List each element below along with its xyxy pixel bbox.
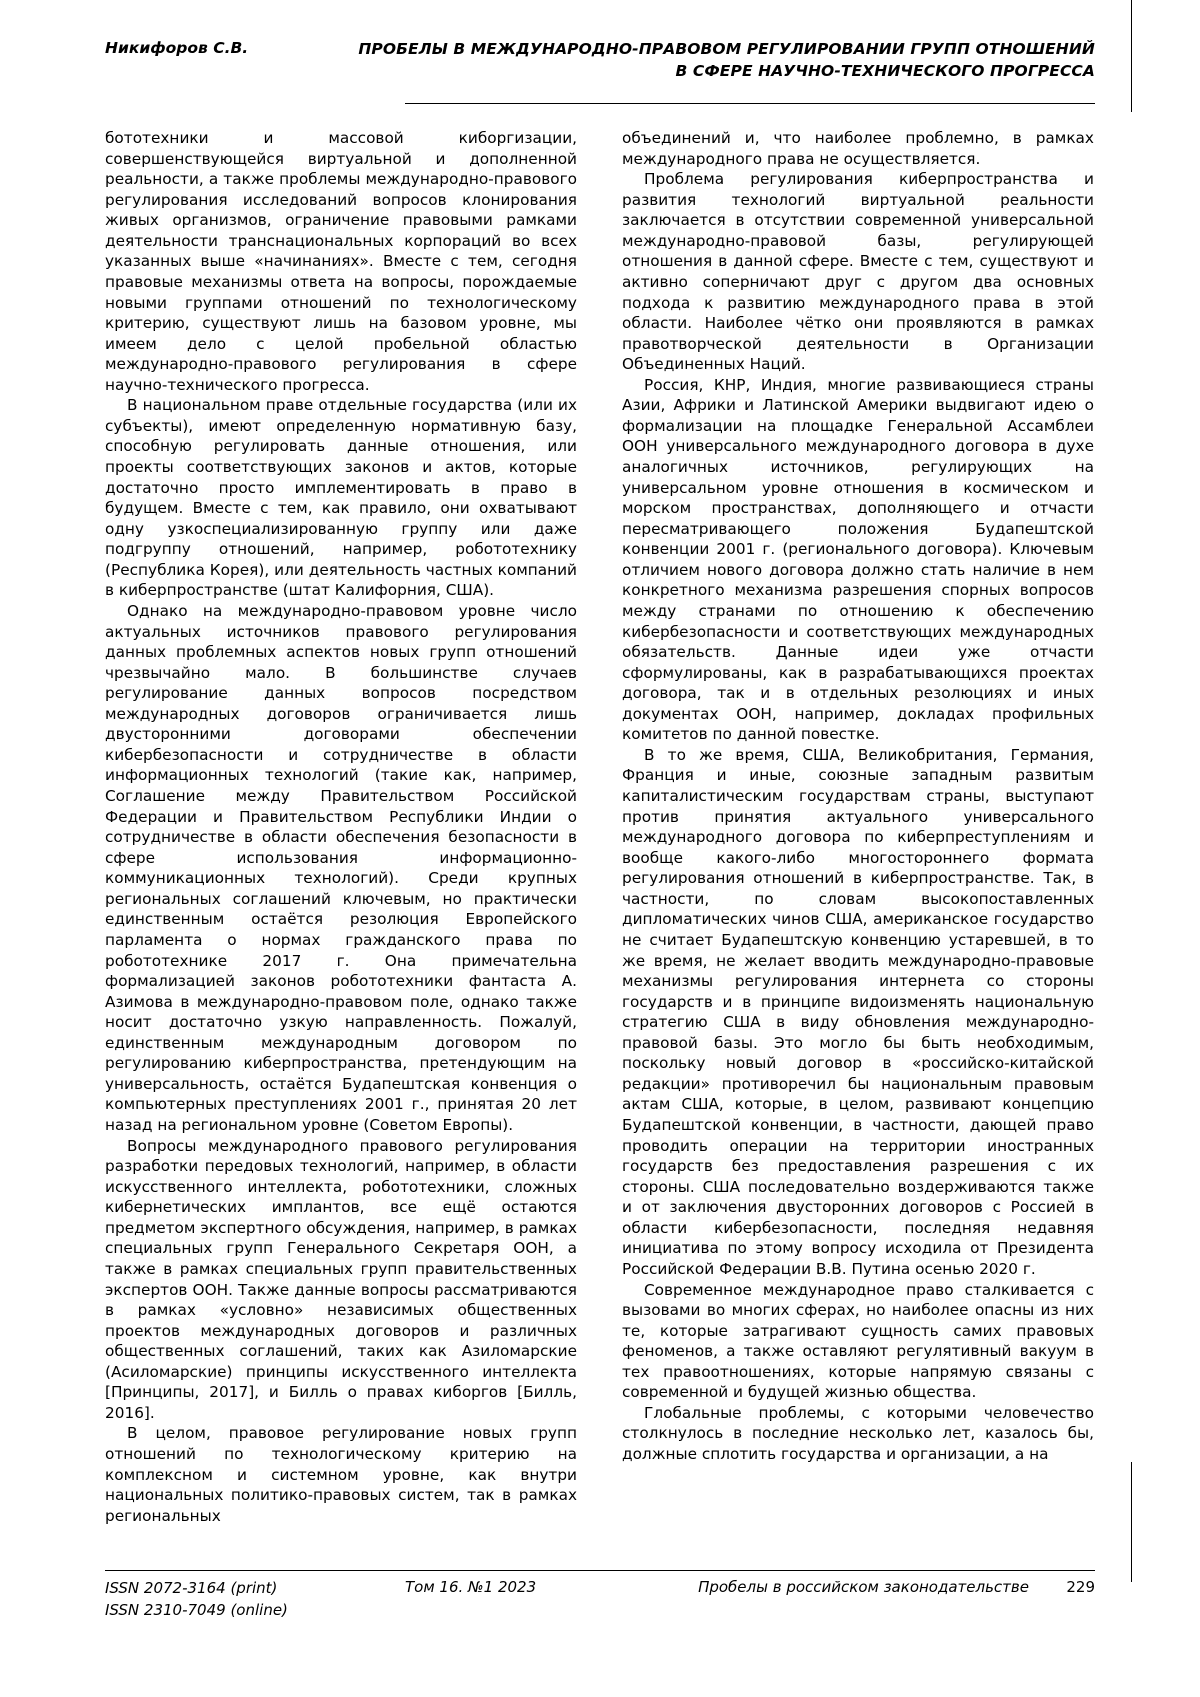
volume-issue: Том 16. №1 2023 (405, 1578, 537, 1596)
page-edge-rule-top (1131, 0, 1132, 112)
page-edge-rule-bottom (1131, 1462, 1132, 1582)
running-head-title-line1: ПРОБЕЛЫ В МЕЖДУНАРОДНО-ПРАВОВОМ РЕГУЛИРОВАНИИ ГРУПП ОТНОШЕНИЙ (358, 40, 1095, 58)
paragraph: Россия, КНР, Индия, многие развивающиеся страны Азии, Африки и Латинской Америки выдвигают идею о формализации на площадке Генеральной Ассамблеи ООН универсального международного договора в духе аналогичных источников, регулирующих на универсальном уровне отношения в космическом и морском пространствах, дополняющего и отчасти пересматривающего положения Будапештской конвенции 2001 г. (регионального договора). Ключевым отличием нового договора должно стать наличие в нем конкретного механизма разрешения спорных вопросов между странами по отношению к обеспечению кибербезопасности и соответствующих международных обязательств. Данные идеи уже отчасти сформулированы, как в разрабатывающихся проектах договора, так и в отдельных резолюциях и иных документах ООН, например, докладах профильных комитетов по данной повестке. (622, 375, 1094, 744)
paragraph: Глобальные проблемы, с которыми человечество столкнулось в последние несколько лет, казалось бы, должные сплотить государства и организации, а на (622, 1403, 1094, 1463)
body-columns (105, 128, 1095, 1526)
issn-block (105, 1578, 405, 1622)
column-right (622, 128, 1094, 1526)
paragraph: В национальном праве отдельные государства (или их субъекты), имеют определенную нормативную базу, способную регулировать данные отношения, или проекты соответствующих законов и актов, которые достаточно просто имплементировать в право в будущем. Вместе с тем, как правило, они охватывают одну узкоспециализированную группу или даже подгруппу отношений, например, робототехнику (Республика Корея), или деятельность частных компаний в киберпространстве (штат Калифорния, США). (105, 396, 577, 600)
footer-row (105, 1578, 1095, 1622)
paragraph: Вопросы международного правового регулирования разработки передовых технологий, например, в области искусственного интеллекта, робототехники, сложных кибернетических имплантов, все ещё остаются предметом экспертного обсуждения, например, в рамках специальных групп Генерального Секретаря ООН, а также в рамках специальных групп правительственных экспертов ООН. Также данные вопросы рассматриваются в рамках «условно» независимых общественных проектов международных договоров и различных общественных соглашений, таких как Азиломарские (Асиломарские) принципы искусственного интеллекта [Принципы, 2017], и Билль о правах киборгов [Билль, 2016]. (105, 1136, 577, 1422)
header-divider (405, 103, 1095, 104)
issn-print: ISSN 2072-3164 (print) (105, 1579, 278, 1597)
issn-online: ISSN 2310-7049 (online) (105, 1600, 288, 1619)
paragraph: Однако на международно-правовом уровне число актуальных источников правового регулирования данных проблемных аспектов новых групп отношений чрезвычайно мало. В большинстве случаев регулирование данных вопросов посредством международных договоров ограничивается лишь двусторонними договорами обеспечении кибербезопасности и сотрудничестве в области информационных технологий (такие как, например, Соглашение между Правительством Российской Федерации и Правительством Республики Индии о сотрудничестве в области обеспечения безопасности в сфере использования информационно-коммуникационных технологий). Среди крупных региональных соглашений ключевым, но практически единственным остаётся резолюция Европейского парламента о нормах гражданского права по робототехнике 2017 г. Она примечательна формализацией законов робототехники фантаста А. Азимова в международно-правовом поле, однако также носит достаточно узкую направленность. Пожалуй, единственным международным договором по регулированию киберпространства, претендующим на универсальность, остаётся Будапештская конвенция о компьютерных преступлениях 2001 г., принятая 20 лет назад на региональном уровне (Советом Европы). (105, 601, 577, 1134)
paragraph: В то же время, США, Великобритания, Германия, Франция и иные, союзные западным развитым капиталистическим государствам страны, выступают против принятия актуального универсального международного договора по киберпреступлениям и вообще какого-либо многостороннего формата регулирования отношений в киберпространстве. Так, в частности, по словам высокопоставленных дипломатических чинов США, американское государство не считает Будапештскую конвенцию устаревшей, в то же время, не желает вводить международно-правовые механизмы регулирования интернета со стороны государств и в принципе видоизменять национальную стратегию США в виду обновления международно-правовой базы. Это могло бы быть необходимым, поскольку новый договор в «российско-китайской редакции» противоречил бы национальным правовым актам США, которые, в целом, развивают концепцию Будапештской конвенции, в частности, дающей право проводить операции на территории иностранных государств без предоставления разрешения с их стороны. США последовательно воздерживаются также и от заключения двусторонних договоров с Россией в области кибербезопасности, последняя недавняя инициатива по этому вопросу исходила от Президента Российской Федерации В.В. Путина осенью 2020 г. (622, 745, 1094, 1278)
running-head-title-line2: В СФЕРЕ НАУЧНО-ТЕХНИЧЕСКОГО ПРОГРЕССА (675, 62, 1095, 80)
column-left (105, 128, 577, 1526)
page-number: 229 (1066, 1578, 1095, 1596)
running-head-title (358, 38, 1095, 82)
journal-title: Пробелы в российском законодательстве (698, 1578, 1029, 1596)
paragraph: объединений и, что наиболее проблемно, в рамках международного права не осуществляется. (622, 129, 1094, 168)
paragraph: бототехники и массовой киборгизации, совершенствующейся виртуальной и дополненной реальности, а также проблемы международно-правового регулирования исследований вопросов клонирования живых организмов, ограничение правовыми рамками деятельности транснациональных корпораций во всех указанных выше «начинаниях». Вместе с тем, сегодня правовые механизмы ответа на вопросы, порождаемые новыми группами отношений по технологическому критерию, существуют лишь на базовом уровне, мы имеем дело с целой пробельной областью международно-правового регулирования в сфере научно-технического прогресса. (105, 129, 577, 394)
paragraph: Современное международное право сталкивается с вызовами во многих сферах, но наиболее опасны из них те, которые затрагивают сущность самих правовых феноменов, а также оставляют регулятивный вакуум в тех правоотношениях, которые напрямую связаны с современной и будущей жизнью общества. (622, 1280, 1094, 1402)
paragraph: Проблема регулирования киберпространства и развития технологий виртуальной реальности заключается в отсутствии современной универсальной международно-правовой базы, регулирующей отношения в данной сфере. Вместе с тем, существуют и активно соперничают друг с другом два основных подхода к развитию международного права в этой области. Наиболее чётко они проявляются в рамках правотворческой деятельности в Организации Объединенных Наций. (622, 170, 1094, 374)
paragraph: В целом, правовое регулирование новых групп отношений по технологическому критерию на комплексном и системном уровне, как внутри национальных политико-правовых систем, так в рамках региональных (105, 1424, 577, 1525)
running-head-author: Никифоров С.В. (105, 39, 249, 57)
running-head (105, 38, 1095, 82)
page-footer (105, 1578, 1095, 1622)
footer-divider (105, 1570, 1095, 1571)
